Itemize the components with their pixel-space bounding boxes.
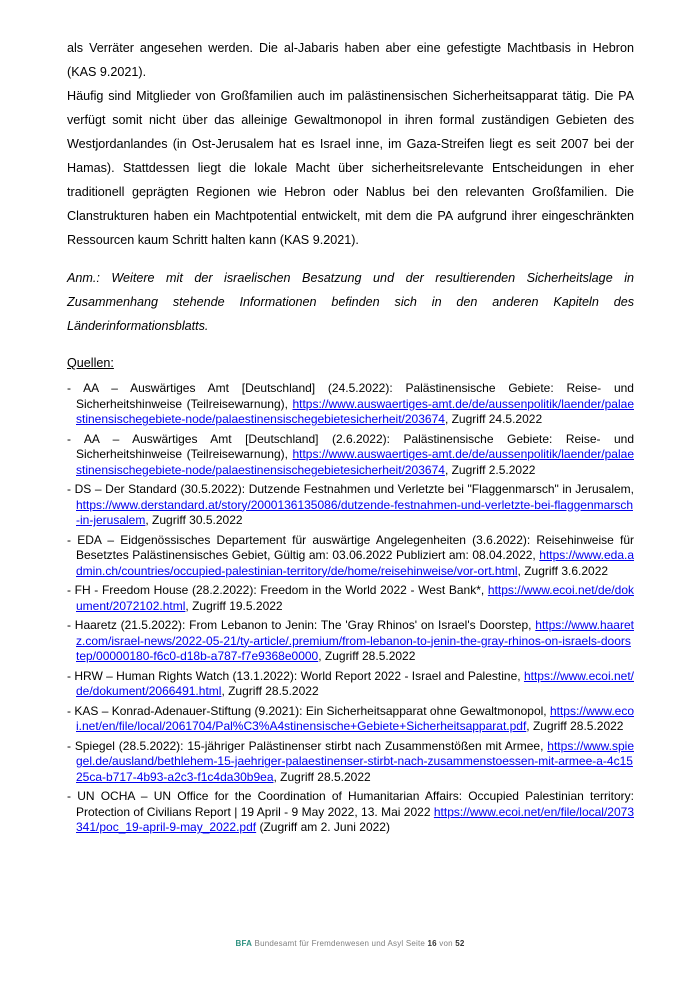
source-item xyxy=(67,583,634,614)
sources-heading-row xyxy=(67,351,634,375)
source-link[interactable]: https://www.spiegel.de/ausland/bethlehem-15-jaehriger-palaestinenser-stirbt-nach-zusammenstoessen-mit-armee-a-4c1525ca-b717-4b93-a2c3-f1c4da30b9ea xyxy=(76,738,634,784)
source-text: , Zugriff 19.5.2022 xyxy=(185,598,283,613)
footer-page-label: Seite xyxy=(405,939,426,948)
note-paragraph: Anm.: Weitere mit der israelischen Besatzung und der resultierenden Sicherheitslage in Zusammenhang stehende Informationen befinden sich in den anderen Kapiteln des Länderinformationsblatts. xyxy=(67,271,634,333)
source-link[interactable]: https://www.eda.admin.ch/countries/occupied-palestinian-territory/de/home/reisehinweise/vor-ort.html xyxy=(76,548,634,578)
footer-of-label: von xyxy=(439,939,453,948)
source-item xyxy=(67,482,634,529)
sources-heading: Quellen: xyxy=(67,356,114,370)
source-text: , Zugriff 30.5.2022 xyxy=(145,513,243,527)
source-link[interactable]: https://www.ecoi.net/en/file/local/2061704/Pal%C3%A4stinensische+Gebiete+Sicherheitsapparat.pdf xyxy=(76,703,635,733)
source-text: EDA – Eidgenössisches Departement für auswärtige Angelegenheiten (3.6.2022): Reisehinweise für Besetztes Palästinensisches Gebiet, Gültig am: 03.06.2022 Publiziert am: 08.04.2022, xyxy=(76,532,634,562)
source-text: UN OCHA – UN Office for the Coordination of Humanitarian Affairs: Occupied Palestinian territory: Protection of Civilians Report | 19 April - 9 May 2022, 13. Mai 2022 xyxy=(76,789,634,819)
source-text: Haaretz (21.5.2022): From Lebanon to Jenin: The 'Gray Rhinos' on Israel's Doorstep, xyxy=(74,618,536,632)
source-text: FH - Freedom House (28.2.2022): Freedom in the World 2022 - West Bank*, xyxy=(74,583,488,597)
body-paragraph-1: als Verräter angesehen werden. Die al-Jabaris haben aber eine gefestigte Machtbasis in Hebron (KAS 9.2021). xyxy=(67,41,634,79)
source-link[interactable]: https://www.haaretz.com/israel-news/2022-05-21/ty-article/.premium/from-lebanon-to-jenin-the-gray-rhinos-on-israels-doorstep/00000180-f6c0-d18b-a787-f7e9368e0000 xyxy=(76,618,634,663)
page-footer xyxy=(0,939,700,948)
body-paragraph-2: Häufig sind Mitglieder von Großfamilien auch im palästinensischen Sicherheitsapparat tätig. Die PA verfügt somit nicht über das alleinige Gewaltmonopol in ihren formal zuständigen Gebieten des Westjordanlandes (in Ost-Jerusalem hat es Israel inne, im Gaza-Streifen liegt es seit 2007 bei der Hamas). Stattdessen liegt die lokale Macht über sicherheitsrelevante Entscheidungen in eher traditionell geprägten Regionen wie Hebron oder Nablus bei den relevanten Großfamilien. Die Clanstrukturen haben ein Machtpotential entwickelt, mit dem die PA aufgrund ihrer eingeschränkten Ressourcen kaum Schritt halten kann (KAS 9.2021). xyxy=(67,89,634,247)
source-text: , Zugriff 24.5.2022 xyxy=(444,412,543,426)
source-link[interactable]: https://www.auswaertiges-amt.de/de/aussenpolitik/laender/palaestinensischegebiete-node/palaestinensischegebietesicherheit/203674 xyxy=(76,396,634,426)
footer-org-abbr: BFA xyxy=(235,939,253,948)
source-item xyxy=(67,789,634,836)
footer-page-number: 16 xyxy=(427,939,437,948)
source-text: , Zugriff 2.5.2022 xyxy=(444,462,536,477)
sources-list xyxy=(67,381,634,836)
source-text: AA – Auswärtiges Amt [Deutschland] (24.5.2022): Palästinensische Gebiete: Reise- und Sicherheitshinweise (Teilreisewarnung), xyxy=(76,381,634,411)
source-item xyxy=(67,739,634,786)
source-text: , Zugriff 28.5.2022 xyxy=(526,719,624,733)
source-text: , Zugriff 28.5.2022 xyxy=(318,649,416,663)
source-text: Spiegel (28.5.2022): 15-jähriger Palästinenser stirbt nach Zusammenstößen mit Armee, xyxy=(74,738,548,753)
source-text: DS – Der Standard (30.5.2022): Dutzende Festnahmen und Verletzte bei "Flaggenmarsch" in Jerusalem, xyxy=(74,482,634,496)
source-text: AA – Auswärtiges Amt [Deutschland] (2.6.2022): Palästinensische Gebiete: Reise- und Sicherheitshinweise (Teilreisewarnung), xyxy=(76,431,634,461)
source-link[interactable]: https://www.ecoi.net/de/dokument/2072102.html xyxy=(76,583,634,613)
source-item xyxy=(67,704,634,735)
source-text: , Zugriff 28.5.2022 xyxy=(273,769,371,784)
source-text: HRW – Human Rights Watch (13.1.2022): World Report 2022 - Israel and Palestine, xyxy=(74,668,524,683)
source-text: (Zugriff am 2. Juni 2022) xyxy=(256,820,390,834)
source-item xyxy=(67,432,634,479)
source-text: , Zugriff 3.6.2022 xyxy=(517,563,609,578)
source-item xyxy=(67,669,634,700)
source-link[interactable]: https://www.ecoi.net/en/file/local/2073341/poc_19-april-9-may_2022.pdf xyxy=(76,804,634,834)
footer-org-name: Bundesamt für Fremdenwesen und Asyl xyxy=(254,939,404,948)
source-link[interactable]: https://www.auswaertiges-amt.de/de/aussenpolitik/laender/palaestinensischegebiete-node/palaestinensischegebietesicherheit/203674 xyxy=(76,447,634,477)
source-text: , Zugriff 28.5.2022 xyxy=(221,684,319,698)
source-link[interactable]: https://www.derstandard.at/story/2000136135086/dutzende-festnahmen-und-verletzte-bei-flaggenmarsch-in-jerusalem xyxy=(76,497,633,527)
source-item xyxy=(67,533,634,580)
source-link[interactable]: https://www.ecoi.net/de/dokument/2066491.html xyxy=(76,668,634,698)
source-item xyxy=(67,381,634,428)
footer-total-pages: 52 xyxy=(455,939,465,948)
source-text: KAS – Konrad-Adenauer-Stiftung (9.2021): Ein Sicherheitsapparat ohne Gewaltmonopol, xyxy=(74,703,550,718)
source-item xyxy=(67,618,634,665)
